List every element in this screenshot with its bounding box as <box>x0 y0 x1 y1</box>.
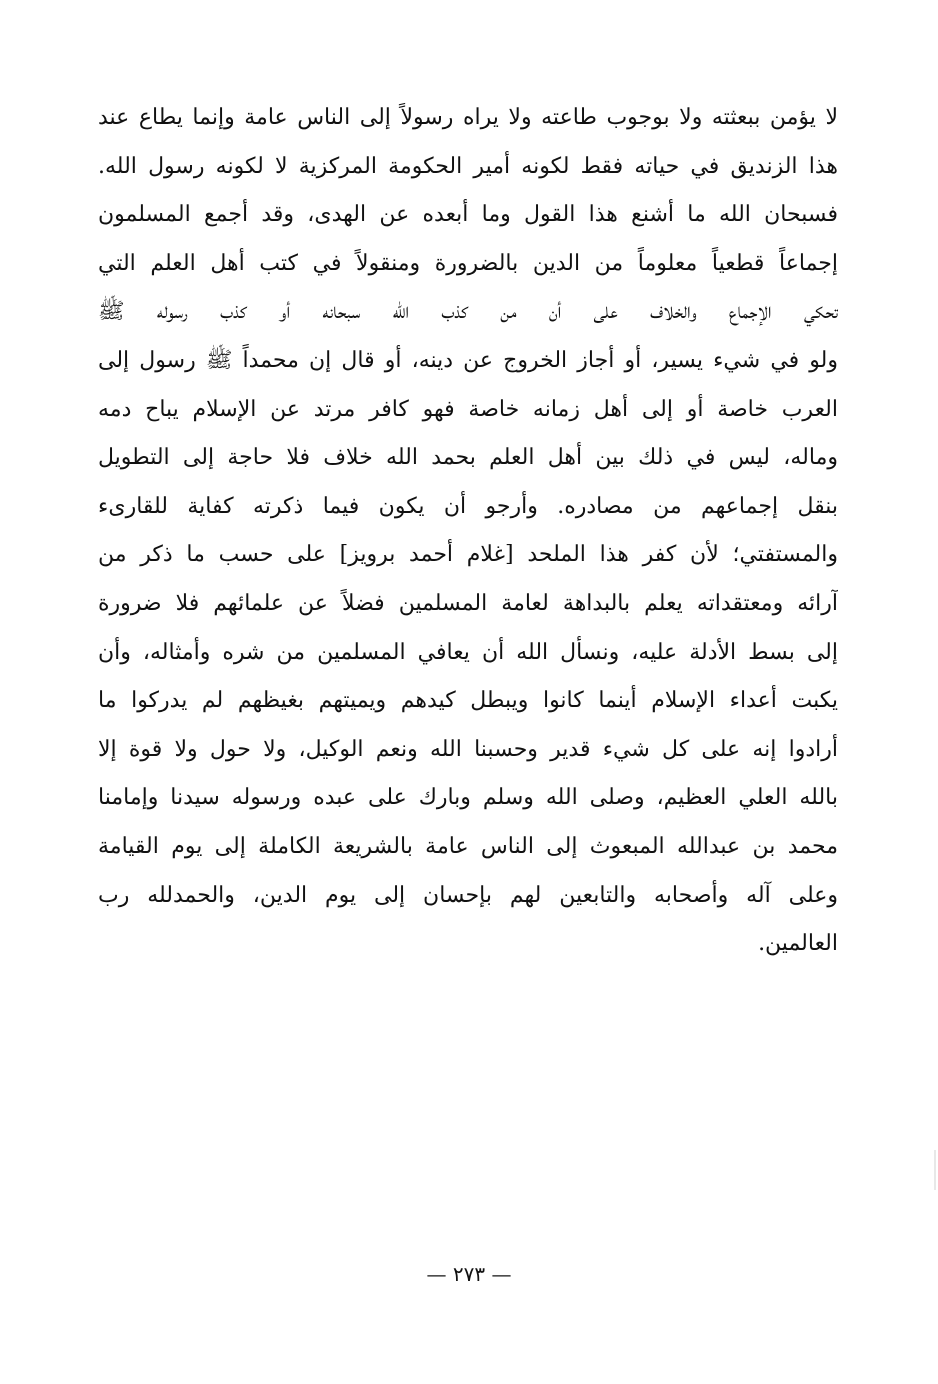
text-line: تحكي الإجماع والخلاف على أن من كذب الله سبحانه أو كذب رسوله ﷺ <box>98 299 838 325</box>
text-line: محمد بن عبدالله المبعوث إلى الناس عامة بالشريعة الكاملة إلى يوم القيامة <box>98 833 838 859</box>
body-text <box>98 94 838 969</box>
text-line: هذا الزنديق في حياته فقط لكونه أمير الحكومة المركزية لا لكونه رسول الله. <box>98 153 838 179</box>
text-line: وعلى آله وأصحابه والتابعين لهم بإحسان إلى يوم الدين، والحمدلله رب <box>98 882 838 908</box>
text-line: والمستفتي؛ لأن كفر هذا الملحد [غلام أحمد برويز] على حسب ما ذكر من <box>98 542 838 568</box>
text-line: ولو في شيء يسير، أو أجاز الخروج عن دينه، أو قال إن محمداً ﷺ رسول إلى <box>98 347 838 373</box>
text-line-final: العالمين. <box>758 931 838 957</box>
page-number: — ٢٧٣ — <box>426 1262 512 1286</box>
text-line: العرب خاصة أو إلى أهل زمانه خاصة فهو كافر مرتد عن الإسلام يباح دمه <box>98 396 838 422</box>
text-line: إلى بسط الأدلة عليه، ونسأل الله أن يعافي المسلمين من شره وأمثاله، وأن <box>98 639 838 665</box>
text-line: إجماعاً قطعياً معلوماً من الدين بالضرورة ومنقولاً في كتب أهل العلم التي <box>98 250 838 276</box>
text-line: بالله العلي العظيم، وصلى الله وسلم وبارك على عبده ورسوله سيدنا وإمامنا <box>98 785 838 811</box>
text-line: يكبت أعداء الإسلام أينما كانوا ويبطل كيدهم ويميتهم بغيظهم لم يدركوا ما <box>98 688 838 714</box>
text-line: آرائه ومعتقداته يعلم بالبداهة لعامة المسلمين فضلاً عن علمائهم فلا ضرورة <box>98 590 838 616</box>
text-line: أرادوا إنه على كل شيء قدير وحسبنا الله ونعم الوكيل، ولا حول ولا قوة إلا <box>98 736 838 762</box>
text-line: لا يؤمن ببعثته ولا بوجوب طاعته ولا يراه رسولاً إلى الناس عامة وإنما يطاع عند <box>98 105 838 130</box>
text-line: وماله، ليس في ذلك بين أهل العلم بحمد الله خلاف فلا حاجة إلى التطويل <box>98 445 838 471</box>
text-line: فسبحان الله ما أشنع هذا القول وما أبعده عن الهدى، وقد أجمع المسلمون <box>98 202 838 228</box>
text-line: بنقل إجماعهم من مصادره. وأرجو أن يكون فيما ذكرته كفاية للقارىء <box>98 493 838 519</box>
scan-edge-mark <box>934 1150 936 1190</box>
